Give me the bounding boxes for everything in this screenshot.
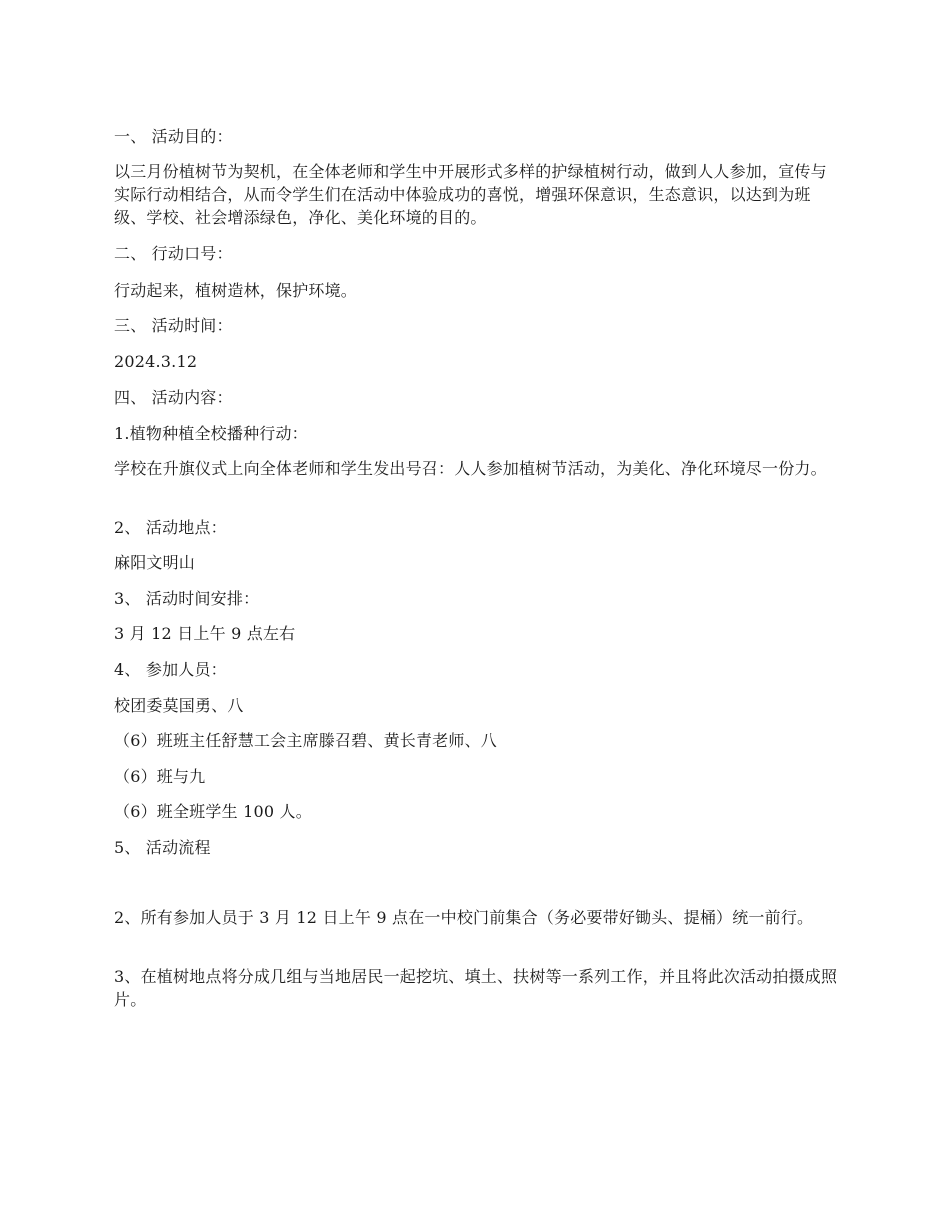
paragraph-process-step-2: 2、所有参加人员于 3 月 12 日上午 9 点在一中校门前集合（务必要带好锄头、提桶）统一前行。 — [114, 908, 814, 927]
paragraph-participants-4: （6）班全班学生 100 人。 — [114, 802, 312, 821]
paragraph-planting-action: 学校在升旗仪式上向全体老师和学生发出号召：人人参加植树节活动，为美化、净化环境尽一份力。 — [114, 459, 827, 478]
paragraph-participants-1: 校团委莫国勇、八 — [114, 696, 244, 715]
paragraph-slogan: 行动起来，植树造林，保护环境。 — [114, 281, 358, 300]
paragraph-location: 麻阳文明山 — [114, 553, 196, 572]
heading-activity-time: 三、 活动时间： — [114, 316, 233, 335]
subheading-schedule: 3、 活动时间安排： — [114, 589, 260, 608]
subheading-participants: 4、 参加人员： — [114, 660, 227, 679]
subheading-process: 5、 活动流程 — [114, 838, 211, 857]
paragraph-activity-purpose: 以三月份植树节为契机，在全体老师和学生中开展形式多样的护绿植树行动，做到人人参加，宣传与实际行动相结合，从而令学生们在活动中体验成功的喜悦，增强环保意识，生态意识，以达到为班级、学校、社会增添绿色，净化、美化环境的目的。 — [114, 162, 827, 227]
paragraph-process-step-3: 3、在植树地点将分成几组与当地居民一起挖坑、填土、扶树等一系列工作，并且将此次活动拍摄成照片。 — [114, 967, 838, 1009]
heading-slogan: 二、 行动口号： — [114, 244, 233, 263]
subheading-planting-action: 1.植物种植全校播种行动： — [114, 424, 308, 443]
subheading-location: 2、 活动地点： — [114, 518, 227, 537]
paragraph-participants-3: （6）班与九 — [114, 767, 206, 786]
paragraph-schedule: 3 月 12 日上午 9 点左右 — [114, 624, 296, 643]
heading-activity-purpose: 一、 活动目的： — [114, 127, 233, 146]
paragraph-activity-date: 2024.3.12 — [114, 352, 198, 371]
heading-activity-content: 四、 活动内容： — [114, 388, 233, 407]
paragraph-participants-2: （6）班班主任舒慧工会主席滕召碧、黄长青老师、八 — [114, 731, 497, 750]
